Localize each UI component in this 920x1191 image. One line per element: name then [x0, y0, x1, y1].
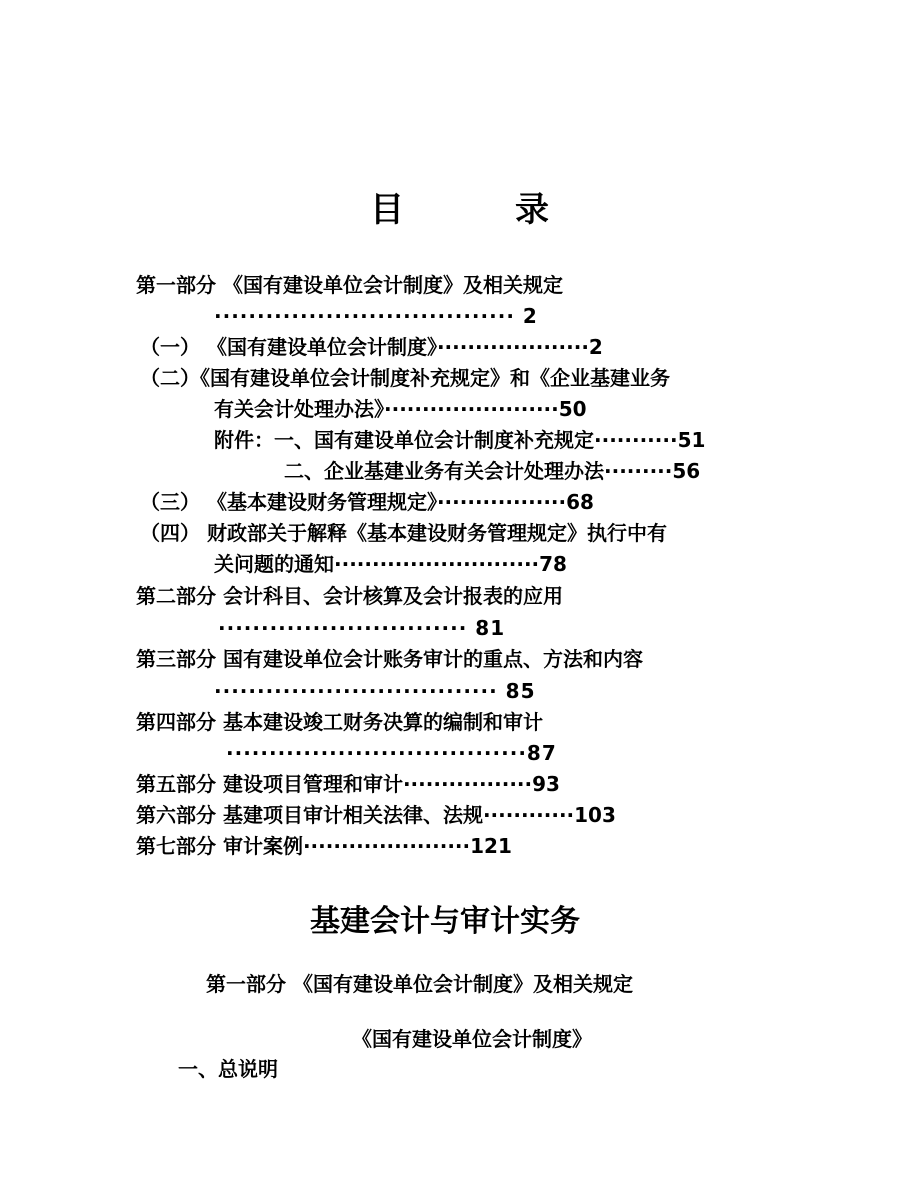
toc-line: 有关会计处理办法》·······················50 [214, 397, 587, 421]
toc-line: 第三部分 国有建设单位会计账务审计的重点、方法和内容 [136, 647, 643, 671]
toc-line: （一） 《国有建设单位会计制度》····················2 [140, 335, 603, 359]
main-title: 基建会计与审计实务 [310, 904, 580, 939]
toc-line: ··································· 2 [214, 304, 538, 328]
toc-line: （三） 《基本建设财务管理规定》·················68 [140, 490, 594, 514]
toc-line: 第二部分 会计科目、会计核算及会计报表的应用 [136, 584, 563, 608]
toc-line: 第四部分 基本建设竣工财务决算的编制和审计 [136, 710, 543, 734]
toc-line: 关问题的通知···························78 [214, 552, 567, 576]
toc-line: （二）《国有建设单位会计制度补充规定》和《企业基建业务 [140, 366, 670, 390]
toc-line: 第一部分 《国有建设单位会计制度》及相关规定 [136, 273, 563, 297]
part-heading: 第一部分 《国有建设单位会计制度》及相关规定 [206, 972, 633, 996]
toc-line: ································· 85 [214, 679, 536, 703]
toc-line: 附件：一、国有建设单位会计制度补充规定···········51 [214, 428, 706, 452]
toc-line: ···································87 [226, 741, 557, 765]
toc-line: 二、企业基建业务有关会计处理办法·········56 [284, 459, 701, 483]
toc-line: 第六部分 基建项目审计相关法律、法规············103 [136, 803, 616, 827]
toc-line: 第七部分 审计案例······················121 [136, 834, 512, 858]
toc-line: 第五部分 建设项目管理和审计·················93 [136, 772, 560, 796]
toc-line: （四） 财政部关于解释《基本建设财务管理规定》执行中有 [140, 521, 667, 545]
toc-title-left: 目 [370, 190, 404, 230]
section-heading: 一、总说明 [178, 1057, 278, 1081]
toc-line: ····························· 81 [218, 616, 506, 640]
doc-heading: 《国有建设单位会计制度》 [352, 1027, 592, 1051]
toc-title-right: 录 [515, 190, 549, 230]
